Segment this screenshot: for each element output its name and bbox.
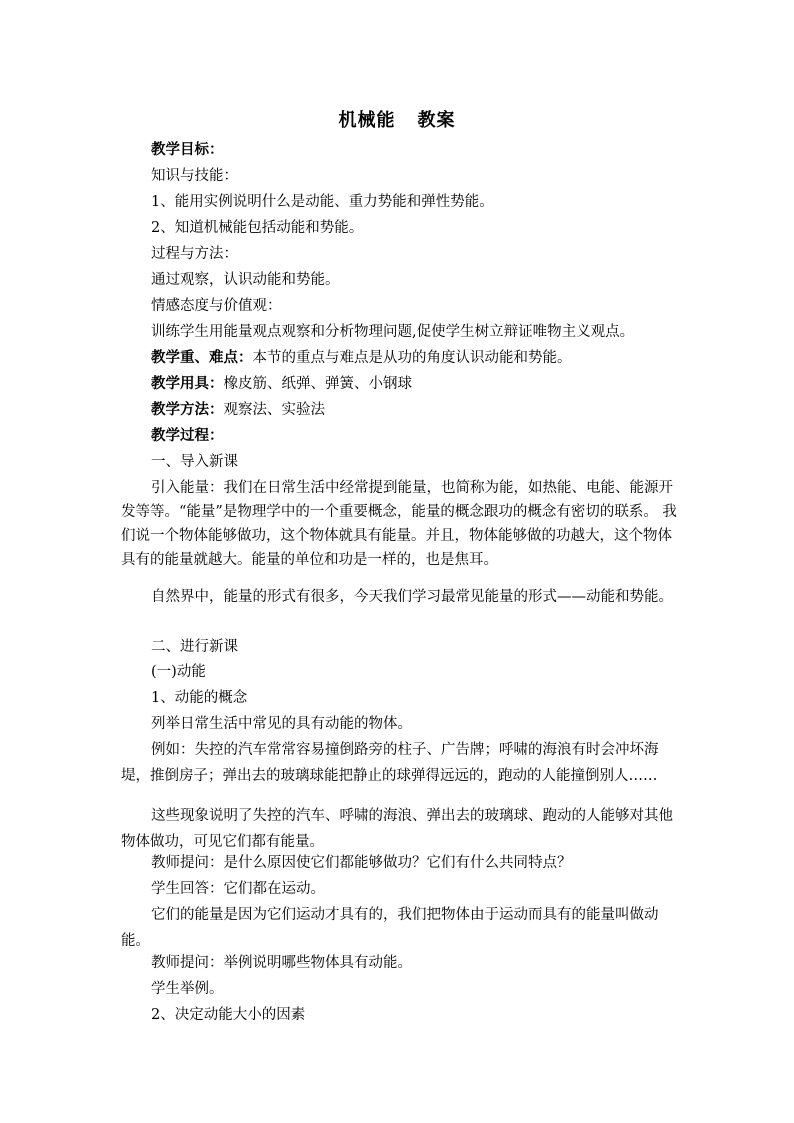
emotion-heading: 情感态度与价值观：: [151, 298, 282, 314]
teaching-methods: [151, 400, 325, 420]
page-title: [0, 106, 794, 132]
section-2-heading: 二、进行新课: [151, 639, 238, 655]
key-points-label: 教学重、难点：: [151, 349, 253, 366]
tools-text: 橡皮筋、纸弹、弹簧、小钢球: [223, 376, 412, 392]
knowledge-heading: 知识与技能：: [151, 168, 238, 184]
methods-label: 教学方法：: [151, 401, 224, 418]
knowledge-item-2: 2、知道机械能包括动能和势能。: [151, 220, 364, 236]
teaching-tools: [151, 374, 412, 394]
item-1-heading: 1、动能的概念: [151, 690, 248, 706]
intro-paragraph: 引入能量：我们在日常生活中经常提到能量，也简称为能，如热能、电能、能源开发等等。“能量”是物理学中的一个重要概念，能量的概念跟功的概念有密切的联系。 我们说一个物体能够做功，这个物体就具有能量。并且，物体能够做的功越大，这个物体具有的能量就越大。能量的单位和功是一样的，也是焦耳。: [121, 480, 677, 568]
methods-text: 观察法、实验法: [223, 402, 325, 418]
emotion-item-1: 训练学生用能量观点观察和分析物理问题,促使学生树立辩证唯物主义观点。: [151, 324, 635, 340]
nature-paragraph: 自然界中，能量的形式有很多，今天我们学习最常见能量的形式——动能和势能。: [151, 589, 673, 605]
item-2-heading: 2、决定动能大小的因素: [151, 1007, 306, 1023]
process-main-heading: 教学过程：: [151, 427, 224, 444]
student-answer-2: 学生举例。: [151, 981, 224, 997]
key-points-text: 本节的重点与难点是从功的角度认识动能和势能。: [252, 350, 572, 366]
teacher-question-2: 教师提问：举例说明哪些物体具有动能。: [151, 955, 412, 971]
phenomena-paragraph: 这些现象说明了失控的汽车、呼啸的海浪、弹出去的玻璃球、跑动的人能够对其他物体做功，可见它们都有能量。: [121, 808, 673, 850]
process-item-1: 通过观察，认识动能和势能。: [151, 272, 340, 288]
tools-label: 教学用具：: [151, 375, 224, 392]
subsection-kinetic-energy: (一)动能: [151, 664, 206, 680]
objectives-heading: 教学目标：: [151, 141, 224, 158]
example-paragraph: 例如：失控的汽车常常容易撞倒路旁的柱子、广告牌；呼啸的海浪有时会冲坏海堤，推倒房子；弹出去的玻璃球能把静止的球弹得远远的，跑动的人能撞倒别人……: [121, 742, 659, 784]
section-1-heading: 一、导入新课: [151, 454, 238, 470]
list-objects-text: 列举日常生活中常见的具有动能的物体。: [151, 716, 412, 732]
student-answer-1: 学生回答：它们都在运动。: [151, 881, 325, 897]
title-part-2: 教案: [417, 110, 456, 131]
knowledge-item-1: 1、能用实例说明什么是动能、重力势能和弹性势能。: [151, 194, 494, 210]
key-points: [151, 348, 572, 368]
process-heading: 过程与方法：: [151, 246, 238, 262]
definition-paragraph: 它们的能量是因为它们运动才具有的，我们把物体由于运动而具有的能量叫做动能。: [121, 907, 659, 949]
teacher-question-1: 教师提问：是什么原因使它们都能够做功？它们有什么共同特点？: [151, 855, 572, 871]
title-part-1: 机械能: [338, 110, 396, 131]
